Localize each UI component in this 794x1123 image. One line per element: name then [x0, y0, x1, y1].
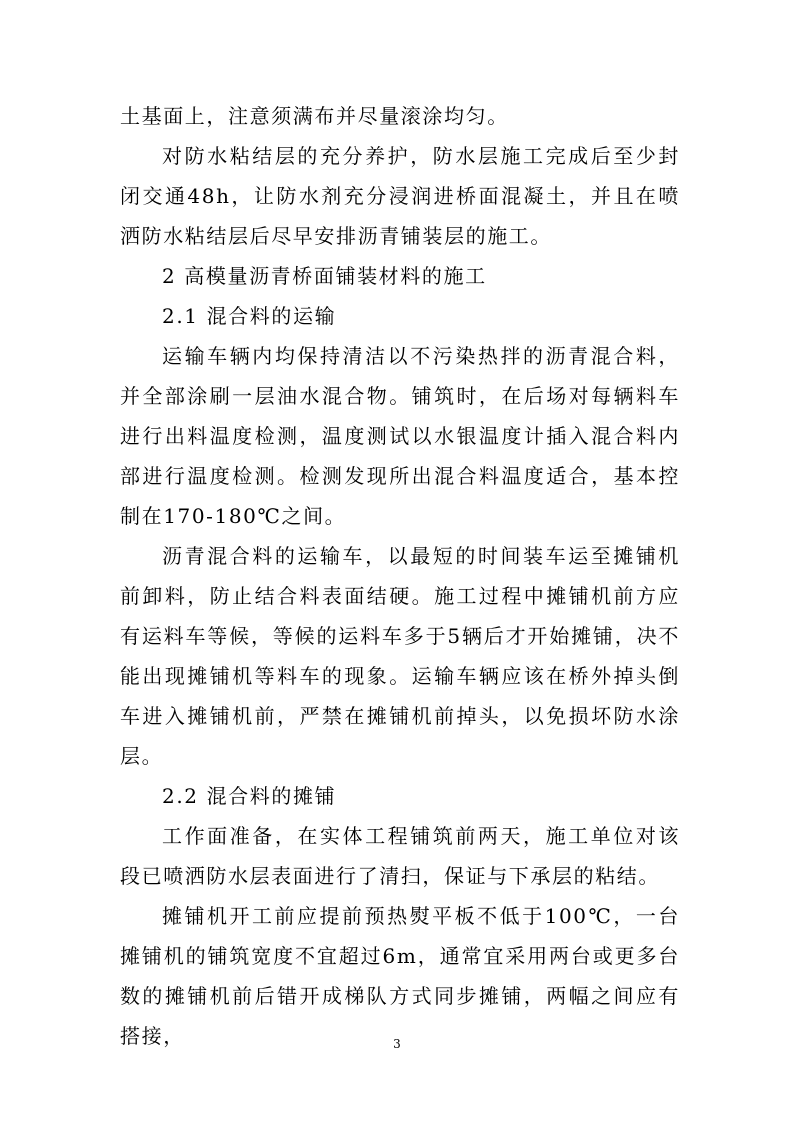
paragraph-transport-cleaning: 运输车辆内均保持清洁以不污染热拌的沥青混合料，并全部涂刷一层油水混合物。铺筑时，在后场对每辆料车进行出料温度检测，温度测试以水银温度计插入混合料内部进行温度检测。检测发现所出混合料温度适合，基本控制在170-180℃之间。 — [120, 344, 680, 528]
page-body — [120, 96, 680, 1056]
paragraph-waterproof-curing: 对防水粘结层的充分养护，防水层施工完成后至少封闭交通48h，让防水剂充分浸润进桥面混凝土，并且在喷洒防水粘结层后尽早安排沥青铺装层的施工。 — [120, 144, 680, 248]
paragraph-continuation: 土基面上，注意须满布并尽量滚涂均匀。 — [120, 104, 509, 128]
paragraph-paver-preheat: 摊铺机开工前应提前预热熨平板不低于100℃，一台摊铺机的铺筑宽度不宜超过6m，通常宜采用两台或更多台数的摊铺机前后错开成梯队方式同步摊铺，两幅之间应有搭接， — [120, 904, 680, 1048]
section-heading-2-2: 2.2 混合料的摊铺 — [162, 784, 337, 808]
section-heading-2: 2 高模量沥青桥面铺装材料的施工 — [162, 264, 487, 288]
page-number: 3 — [393, 1037, 401, 1051]
section-heading-2-1: 2.1 混合料的运输 — [162, 304, 337, 328]
paragraph-surface-preparation: 工作面准备，在实体工程铺筑前两天，施工单位对该段已喷洒防水层表面进行了清扫，保证与下承层的粘结。 — [120, 824, 680, 888]
paragraph-transport-trucks: 沥青混合料的运输车，以最短的时间装车运至摊铺机前卸料，防止结合料表面结硬。施工过程中摊铺机前方应有运料车等候，等候的运料车多于5辆后才开始摊铺，决不能出现摊铺机等料车的现象。运输车辆应该在桥外掉头倒车进入摊铺机前，严禁在摊铺机前掉头，以免损坏防水涂层。 — [120, 544, 680, 768]
